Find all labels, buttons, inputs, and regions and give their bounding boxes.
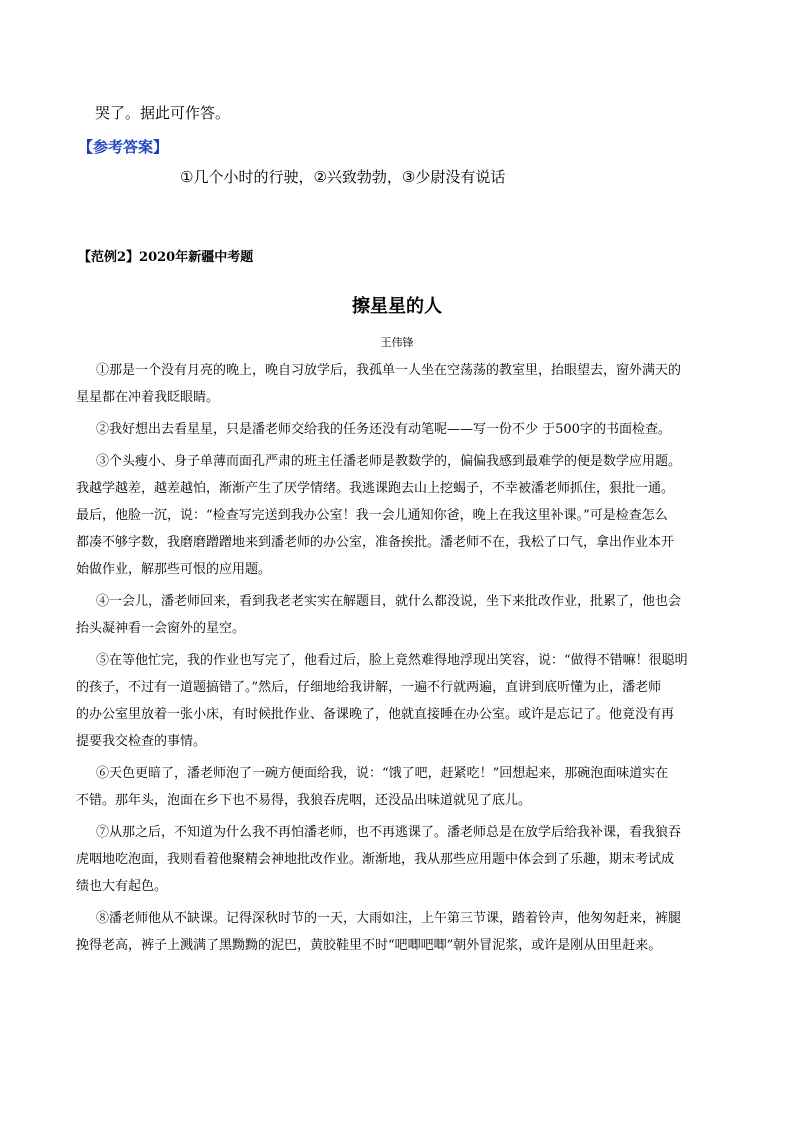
- paragraph-line: ②我好想出去看星星，只是潘老师交给我的任务还没有动笔呢——写一份不少 于500字的书面检查。: [96, 422, 671, 437]
- paragraph-4: [76, 588, 746, 642]
- article-title: 擦星星的人: [352, 296, 442, 317]
- paragraph-line: 抬头凝神看一会窗外的星空。: [76, 621, 246, 636]
- paragraph-line: 绩也大有起色。: [76, 879, 168, 894]
- paragraph-line: ①那是一个没有月亮的晚上，晚自习放学后，我孤单一人坐在空荡荡的教室里，抬眼望去，窗外满天的: [96, 363, 682, 378]
- paragraph-line: 的孩子，不过有一道题搞错了。”然后，仔细地给我讲解，一遍不行就两遍，直讲到底听懂为止，潘老师: [76, 680, 662, 695]
- answer-label: 【参考答案】: [78, 138, 169, 156]
- paragraph-5: [76, 647, 746, 755]
- paragraph-line: 的办公室里放着一张小床，有时候批作业、备课晚了，他就直接睡在办公室。或许是忘记了。他竟没有再: [76, 707, 675, 722]
- article-body: [76, 357, 746, 964]
- paragraph-line: 我越学越差，越差越怕，渐渐产生了厌学情绪。我逃课跑去山上挖蝎子，不幸被潘老师抓住，狠批一通。: [76, 481, 675, 496]
- paragraph-line: 挽得老高，裤子上溅满了黑黝黝的泥巴，黄胶鞋里不时“吧唧吧唧”朝外冒泥浆，或许是刚从田里赶来。: [76, 938, 662, 953]
- paragraph-3: [76, 448, 746, 583]
- paragraph-line: ⑦从那之后，不知道为什么我不再怕潘老师，也不再逃课了。潘老师总是在放学后给我补课，看我狼吞: [96, 825, 682, 840]
- paragraph-7: [76, 819, 746, 900]
- paragraph-line: ④一会儿，潘老师回来，看到我老老实实在解题目，就什么都没说，坐下来批改作业，批累了，他也会: [96, 594, 682, 609]
- paragraph-2: [96, 416, 746, 443]
- paragraph-line: 最后，他脸一沉，说：“检查写完送到我办公室！我一会儿通知你爸，晚上在我这里补课。”可是检查怎么: [76, 508, 668, 523]
- intro-text: 哭了。据此可作答。: [95, 104, 231, 122]
- paragraph-6: [76, 760, 746, 814]
- paragraph-line: 不错。那年头，泡面在乡下也不易得，我狼吞虎咽，还没品出味道就见了底儿。: [76, 793, 532, 808]
- paragraph-line: 始做作业，解那些可恨的应用题。: [76, 562, 272, 577]
- paragraph-line: 提要我交检查的事情。: [76, 734, 207, 749]
- paragraph-line: 都凑不够字数，我磨磨蹭蹭地来到潘老师的办公室，准备挨批。潘老师不在，我松了口气，拿出作业本开: [76, 535, 675, 550]
- paragraph-line: 星星都在冲着我眨眼睛。: [76, 390, 220, 405]
- paragraph-8: [76, 905, 746, 959]
- paragraph-line: ⑧潘老师他从不缺课。记得深秋时节的一天，大雨如注，上午第三节课，踏着铃声，他匆匆赶来，裤腿: [96, 911, 682, 926]
- paragraph-line: ⑥天色更暗了，潘老师泡了一碗方便面给我，说：“饿了吧，赶紧吃！”回想起来，那碗泡面味道实在: [96, 766, 669, 781]
- paragraph-line: 虎咽地吃泡面，我则看着他聚精会神地批改作业。渐渐地，我从那些应用题中体会到了乐趣，期末考试成: [76, 852, 675, 867]
- answer-text: ①几个小时的行驶，②兴致勃勃，③少尉没有说话: [180, 168, 506, 186]
- article-author: 王伟锋: [380, 336, 414, 349]
- paragraph-line: ⑤在等他忙完，我的作业也写完了，他看过后，脸上竟然难得地浮现出笑容，说：“做得不错嘛！很聪明: [96, 653, 688, 668]
- paragraph-1: [76, 357, 746, 411]
- example-heading: 【范例2】2020年新疆中考题: [78, 250, 254, 265]
- paragraph-line: ③个头瘦小、身子单薄而面孔严肃的班主任潘老师是教数学的，偏偏我感到最难学的便是数学应用题。: [96, 454, 682, 469]
